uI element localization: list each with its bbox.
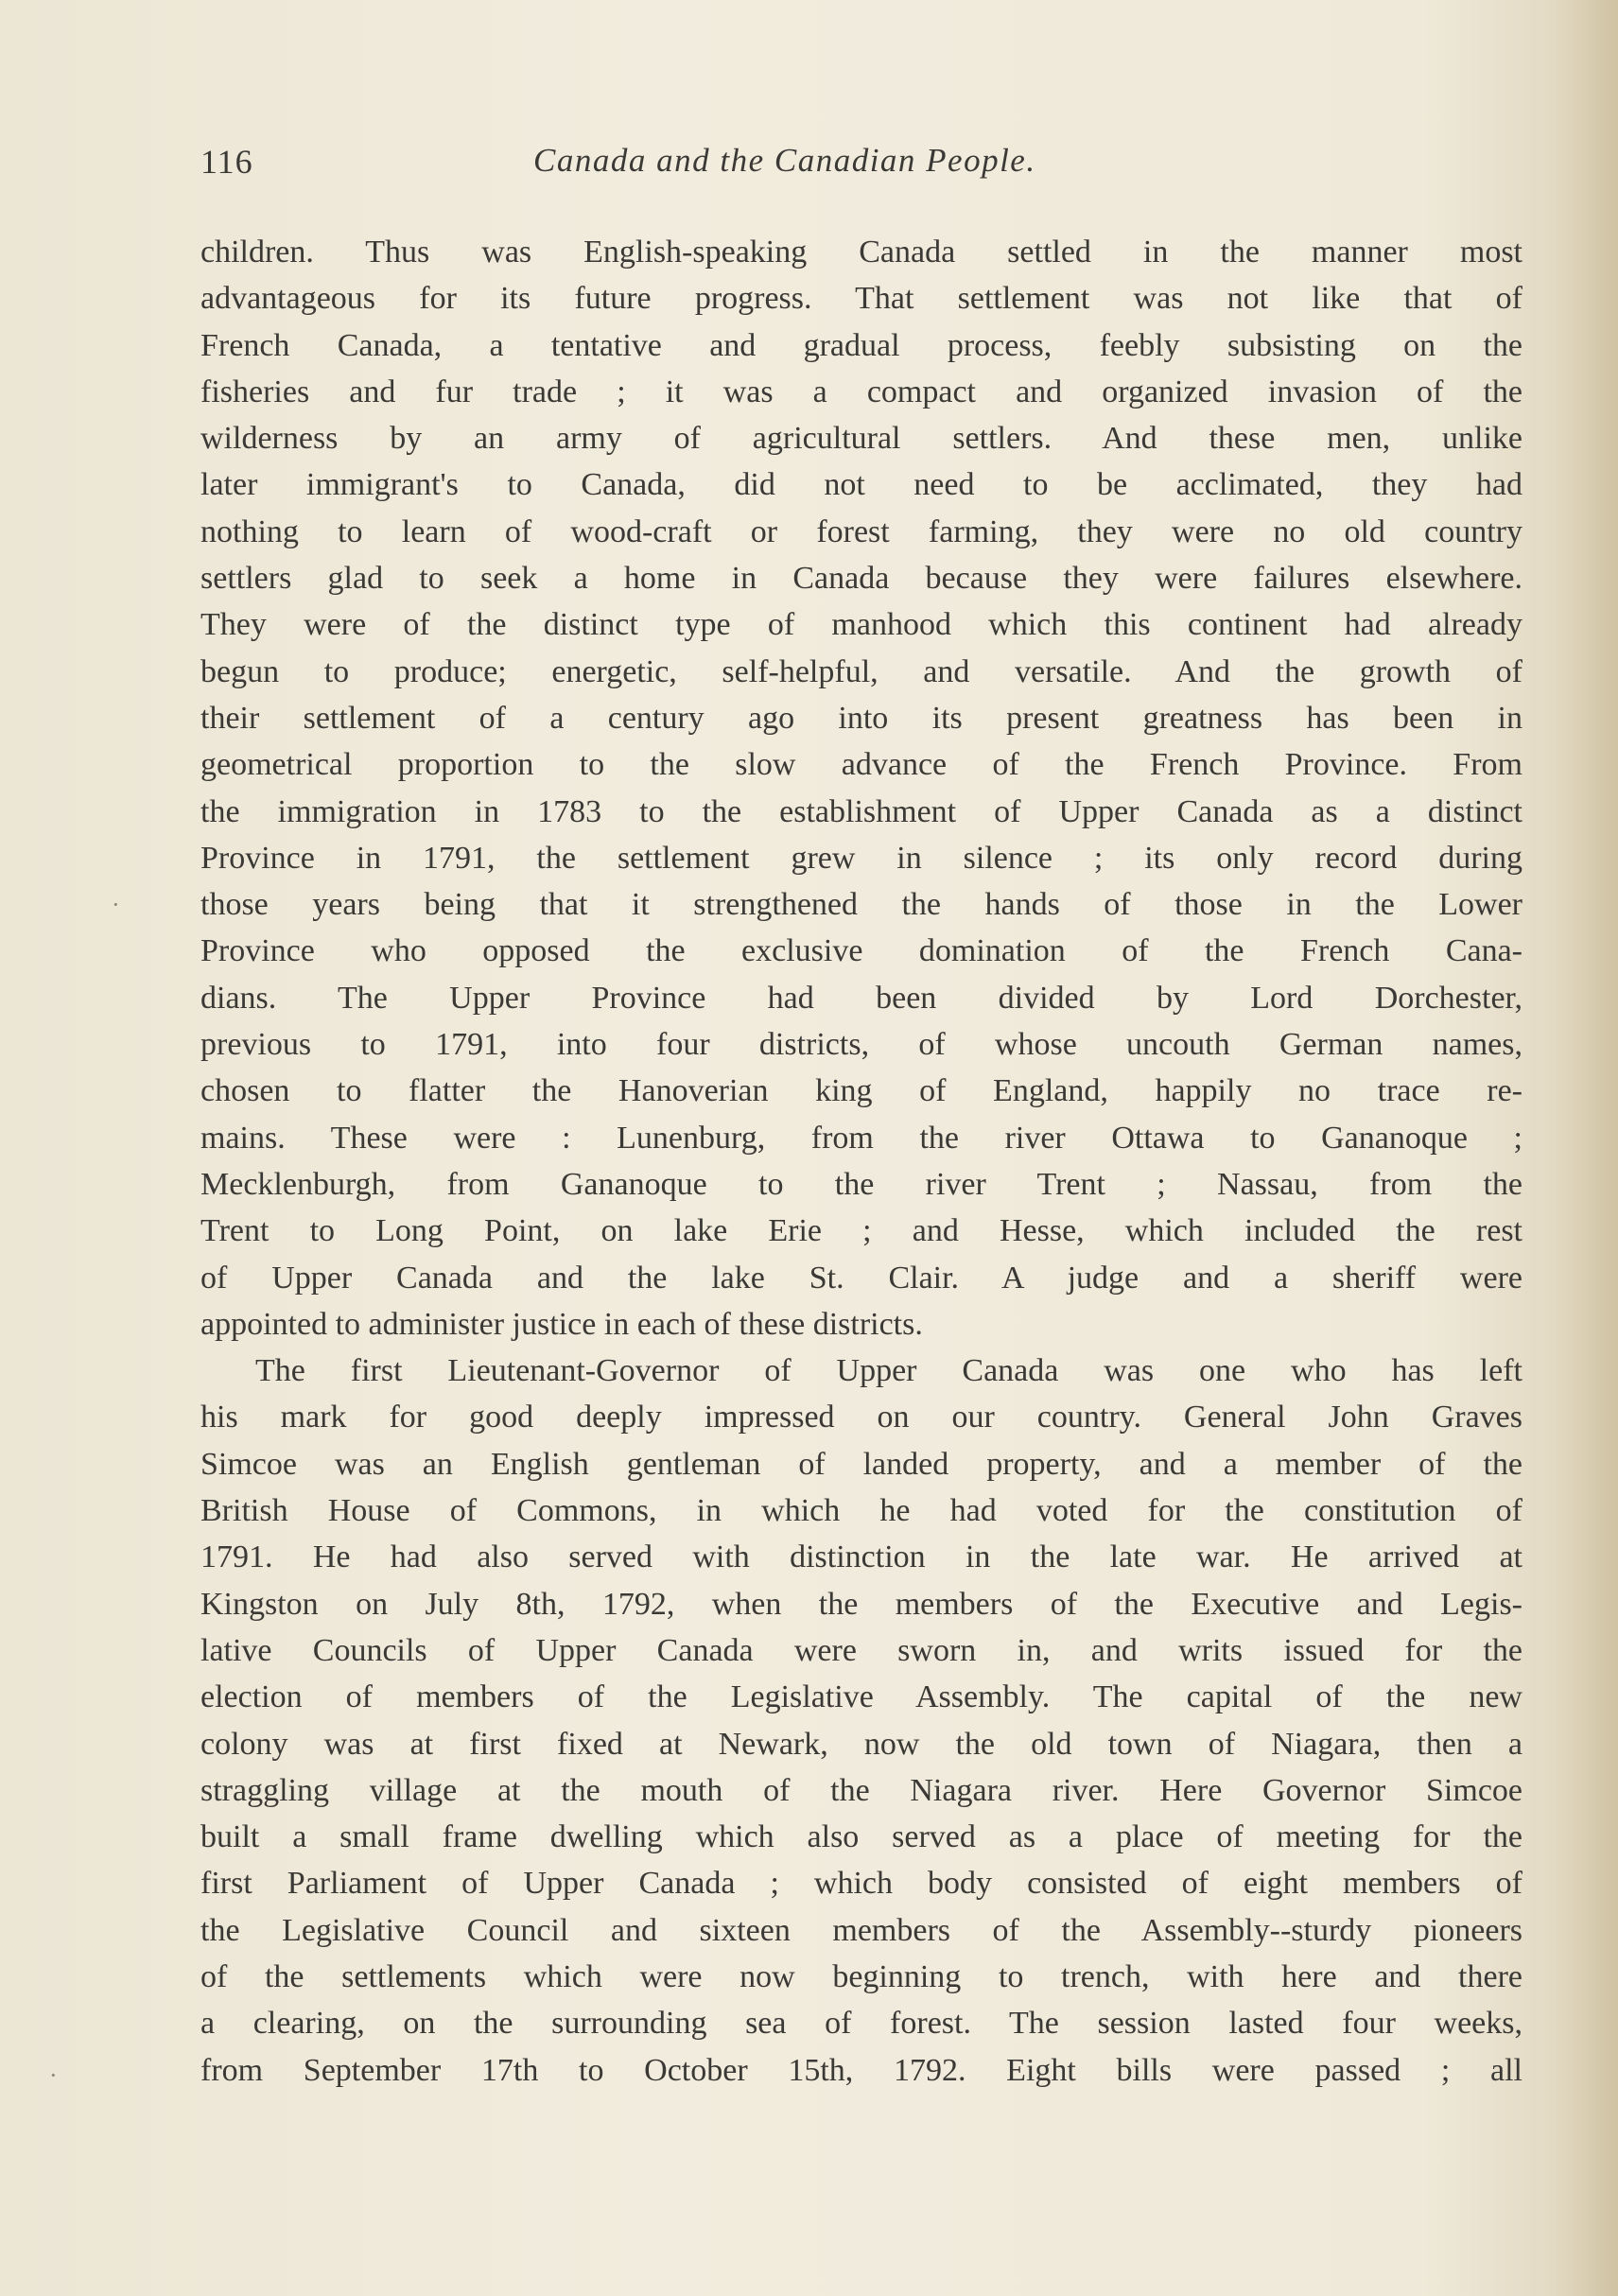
text-line: Kingston on July 8th, 1792, when the members of the Executive and Legis- bbox=[200, 1586, 1522, 1622]
text-line: their settlement of a century ago into its present greatness has been in bbox=[200, 700, 1522, 736]
margin-mark: · bbox=[49, 2061, 58, 2089]
text-line: of the settlements which were now beginning to trench, with here and there bbox=[200, 1958, 1522, 1994]
text-line: Province who opposed the exclusive domination of the French Cana- bbox=[200, 933, 1522, 969]
text-line: his mark for good deeply impressed on our country. General John Graves bbox=[200, 1400, 1522, 1435]
text-line: The first Lieutenant-Governor of Upper Canada was one who has left bbox=[255, 1353, 1522, 1389]
text-line: colony was at first fixed at Newark, now the old town of Niagara, then a bbox=[200, 1726, 1522, 1762]
text-line: built a small frame dwelling which also served as a place of meeting for the bbox=[200, 1819, 1522, 1855]
text-line: later immigrant's to Canada, did not need to be acclimated, they had bbox=[200, 467, 1522, 503]
body-text bbox=[200, 229, 1522, 2094]
text-line: those years being that it strengthened the hands of those in the Lower bbox=[200, 887, 1522, 923]
text-line: Trent to Long Point, on lake Erie ; and Hesse, which included the rest bbox=[200, 1213, 1522, 1249]
text-line: from September 17th to October 15th, 1792. Eight bills were passed ; all bbox=[200, 2052, 1522, 2088]
text-line: wilderness by an army of agricultural settlers. And these men, unlike bbox=[200, 421, 1522, 457]
page-number: 116 bbox=[200, 143, 253, 181]
text-line: mains. These were : Lunenburg, from the river Ottawa to Gananoque ; bbox=[200, 1120, 1522, 1156]
text-line: election of members of the Legislative Assembly. The capital of the new bbox=[200, 1679, 1522, 1715]
text-line: nothing to learn of wood-craft or forest farming, they were no old country bbox=[200, 513, 1522, 549]
text-line: They were of the distinct type of manhood which this continent had already bbox=[200, 607, 1522, 643]
running-header bbox=[200, 142, 1522, 189]
text-line: dians. The Upper Province had been divided by Lord Dorchester, bbox=[200, 980, 1522, 1016]
text-line: previous to 1791, into four districts, of whose uncouth German names, bbox=[200, 1027, 1522, 1063]
running-title: Canada and the Canadian People. bbox=[533, 142, 1036, 179]
text-line: French Canada, a tentative and gradual process, feebly subsisting on the bbox=[200, 327, 1522, 363]
text-line: geometrical proportion to the slow advance of the French Province. From bbox=[200, 747, 1522, 783]
text-line: lative Councils of Upper Canada were sworn in, and writs issued for the bbox=[200, 1632, 1522, 1668]
text-line: fisheries and fur trade ; it was a compact and organized invasion of the bbox=[200, 374, 1522, 409]
text-line: straggling village at the mouth of the Niagara river. Here Governor Simcoe bbox=[200, 1772, 1522, 1808]
text-line: the immigration in 1783 to the establishment of Upper Canada as a distinct bbox=[200, 793, 1522, 829]
text-line: chosen to flatter the Hanoverian king of England, happily no trace re- bbox=[200, 1073, 1522, 1109]
margin-mark: · bbox=[112, 891, 120, 918]
text-line: 1791. He had also served with distinction in the late war. He arrived at bbox=[200, 1539, 1522, 1575]
text-line: settlers glad to seek a home in Canada because they were failures elsewhere. bbox=[200, 561, 1522, 597]
text-line: a clearing, on the surrounding sea of forest. The session lasted four weeks, bbox=[200, 2006, 1522, 2042]
text-line: the Legislative Council and sixteen members of the Assembly--sturdy pioneers bbox=[200, 1912, 1522, 1948]
text-line: begun to produce; energetic, self-helpful, and versatile. And the growth of bbox=[200, 653, 1522, 689]
text-line: of Upper Canada and the lake St. Clair. A judge and a sheriff were bbox=[200, 1260, 1522, 1296]
text-line: Province in 1791, the settlement grew in silence ; its only record during bbox=[200, 840, 1522, 876]
text-line: Simcoe was an English gentleman of landed property, and a member of the bbox=[200, 1446, 1522, 1482]
text-line: first Parliament of Upper Canada ; which body consisted of eight members of bbox=[200, 1866, 1522, 1902]
text-line: appointed to administer justice in each of these districts. bbox=[200, 1306, 923, 1342]
text-line: Mecklenburgh, from Gananoque to the river Trent ; Nassau, from the bbox=[200, 1166, 1522, 1202]
text-line: British House of Commons, in which he had voted for the constitution of bbox=[200, 1493, 1522, 1529]
text-line: advantageous for its future progress. That settlement was not like that of bbox=[200, 281, 1522, 317]
text-line: children. Thus was English-speaking Canada settled in the manner most bbox=[200, 235, 1522, 270]
